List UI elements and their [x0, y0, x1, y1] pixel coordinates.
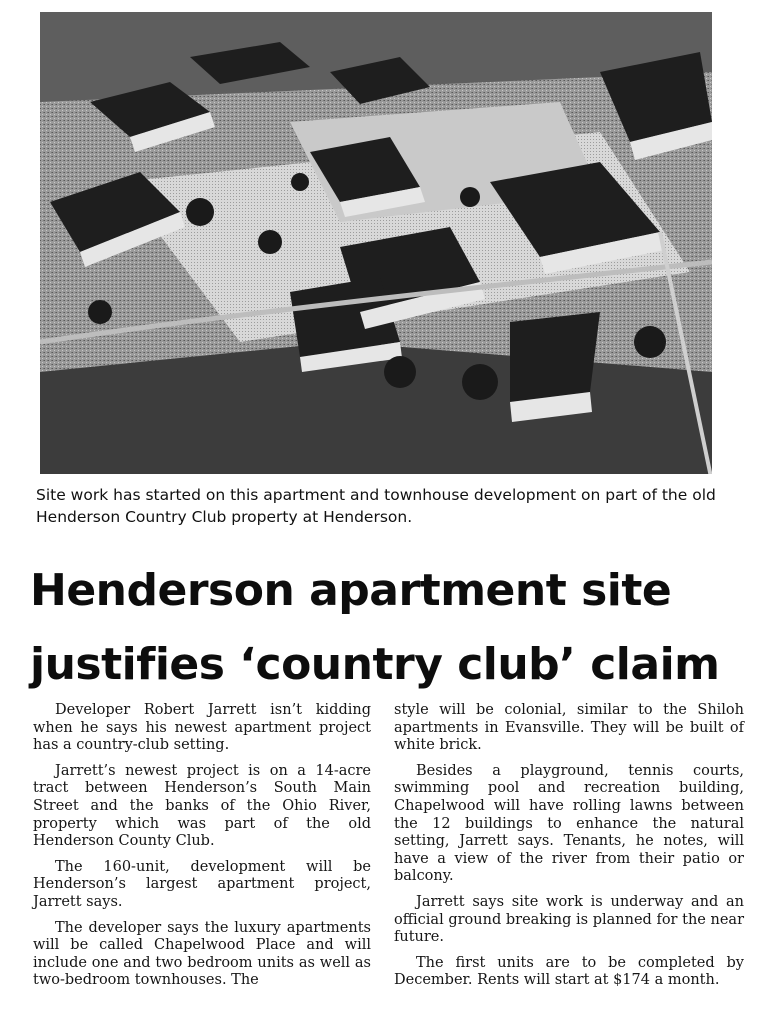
aerial-photo: [40, 12, 712, 474]
article-paragraph: The developer says the luxury apartments will be called Chapelwood Place and will include one and two bedroom units as well as two-bedroom townhouses. The: [33, 919, 371, 989]
article-paragraph: Jarrett’s newest project is on a 14-acre tract between Henderson’s South Main Street and the banks of the Ohio River, property which was part of the old Henderson County Club.: [33, 762, 371, 850]
article-paragraph: Developer Robert Jarrett isn’t kidding when he says his newest apartment project has a country-club setting.: [33, 702, 371, 754]
article-column-right: [394, 702, 744, 998]
aerial-photo-icon: [40, 12, 712, 474]
article-paragraph: Besides a playground, tennis courts, swimming pool and recreation building, Chapelwood will have rolling lawns between the 12 buildings to enhance the natural setting, Jarrett says. Tenants, he notes, will have a view of the river from their patio or balcony.: [394, 762, 744, 885]
headline: [30, 554, 750, 702]
headline-line-2: justifies ‘country club’ claim: [30, 639, 720, 690]
article-paragraph: style will be colonial, similar to the Shiloh apartments in Evansville. They will be built of white brick.: [394, 702, 744, 754]
article-column-left: [33, 702, 371, 998]
article-paragraph: The 160-unit, development will be Henderson’s largest apartment project, Jarrett says.: [33, 858, 371, 910]
photo-caption: Site work has started on this apartment and townhouse development on part of the old Henderson Country Club property at Henderson.: [36, 486, 716, 526]
article-paragraph: Jarrett says site work is underway and an official ground breaking is planned for the near future.: [394, 893, 744, 946]
article-paragraph: The first units are to be completed by December. Rents will start at $174 a month.: [394, 954, 744, 989]
headline-line-1: Henderson apartment site: [30, 565, 672, 616]
